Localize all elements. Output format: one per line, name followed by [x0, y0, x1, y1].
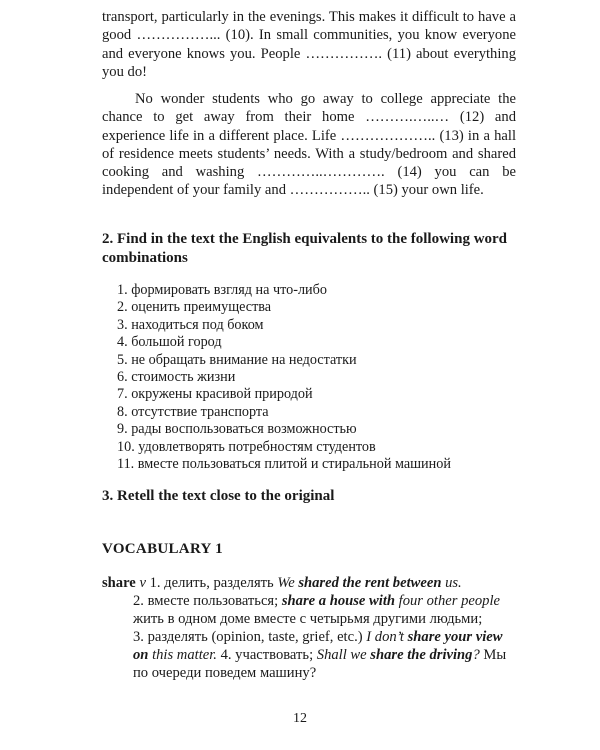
vocabulary-title: VOCABULARY 1 [102, 541, 223, 557]
headword: share [102, 575, 136, 591]
part-of-speech: v [139, 575, 146, 591]
sense-2: 2. вместе пользоваться; [133, 593, 282, 609]
sense-3: 3. разделять (opinion, taste, grief, etc.) [133, 629, 367, 646]
sense-1: 1. делить, разделять [145, 575, 278, 591]
paragraph-college: No wonder students who go away to college appreciate the chance to get away from their home ……….…..… (12) and experience life in a different place. Life ……………….. (13) in a hall of residence meets students’ needs. With a study/bedroom and shared cooking and washing …………..…………. (14) you can be independent of your family and …………….. (15) your own life. [102, 91, 516, 199]
example-keyword: share the driving [370, 647, 473, 664]
list-item: 4. большой город [117, 334, 222, 351]
example-text: four other people [395, 593, 500, 609]
word-combination-list [117, 282, 451, 473]
list-item: 7. окружены красивой природой [117, 386, 313, 403]
list-item: 3. находиться под боком [117, 316, 264, 333]
page-number: 12 [293, 711, 307, 726]
list-item: 1. формировать взгляд на что-либо [117, 282, 327, 298]
list-item: 10. удовлетворять потребностям студентов [117, 438, 376, 455]
example-text: us. [441, 575, 462, 591]
paragraph-continuation: transport, particularly in the evenings. This makes it difficult to have a good ……………... (10). In small communities, you know everyone and everyone knows you. People ……………. (11) about everything you do! [102, 9, 516, 80]
list-item: 6. стоимость жизни [117, 369, 236, 386]
section-3-heading: 3. Retell the text close to the original [102, 488, 335, 504]
sense-4: 4. участвовать; [216, 647, 317, 664]
example-translation: жить в одном доме вместе с четырьмя другими людьми; [133, 611, 483, 628]
example-translation: Мы по очереди поведем машину? [133, 647, 507, 682]
example-text: I don’t [366, 629, 408, 646]
example-keyword: shared the rent between [298, 575, 442, 591]
list-item: 8. отсутствие транспорта [117, 403, 269, 420]
example-text: this matter. [148, 647, 217, 664]
section-2-heading: 2. Find in the text the English equivalents to the following word combinations [102, 231, 508, 266]
list-item: 2. оценить преимущества [117, 299, 272, 316]
vocab-entry-headline [102, 574, 462, 592]
list-item: 11. вместе пользоваться плитой и стиральной машиной [117, 456, 451, 473]
list-item: 5. не обращать внимание на недостатки [117, 351, 357, 368]
vocab-entry-senses [133, 592, 518, 682]
list-item: 9. рады воспользоваться возможностью [117, 421, 357, 438]
example-text: We [277, 575, 299, 591]
example-text: ? [472, 647, 480, 664]
example-text: Shall we [316, 647, 371, 664]
example-keyword: share your view on [133, 629, 503, 664]
example-keyword: share a house with [281, 593, 395, 609]
